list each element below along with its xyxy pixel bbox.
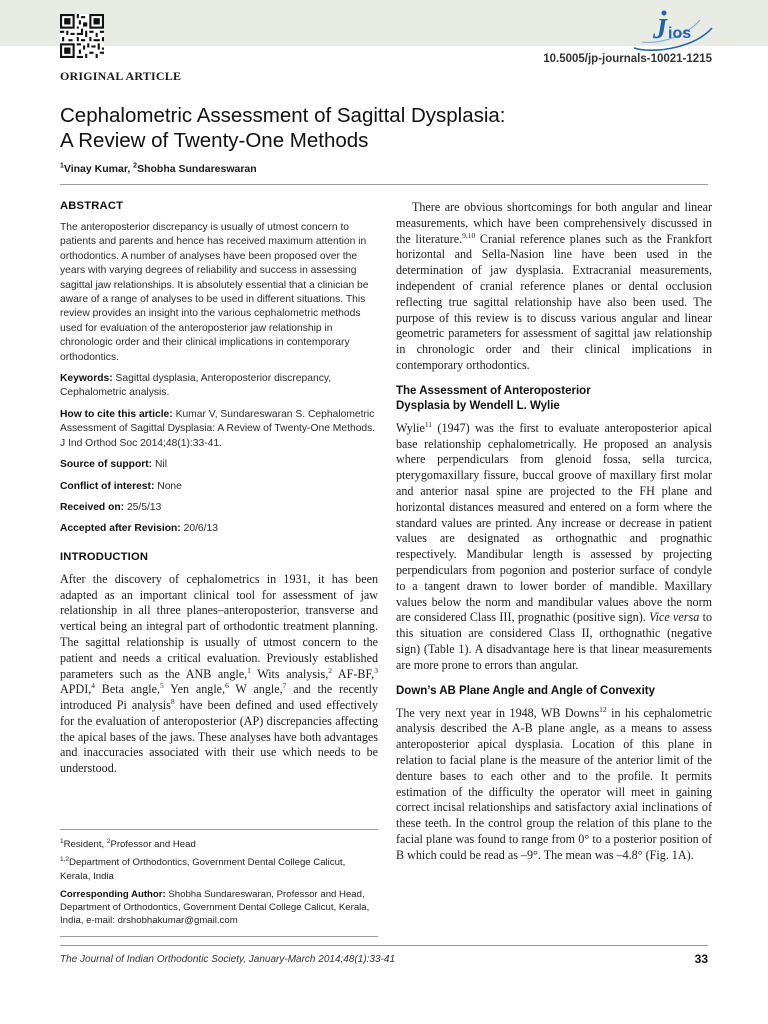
left-column [60, 200, 378, 777]
downs-paragraph: The very next year in 1948, WB Downs$^{12}$ in his cephalometric analysis described the A-B plane angle, as a means to assess anteroposterior apical dysplasia. Location of this plane in relation to facial plane is the measure of the anterior limit of the denture bases to each other and to the profile. It permits estimation of the difficulty the operator will meet in gaining correct incisal relationships and satisfactory axial inclinations of these teeth. In the control group the relation of this plane to the facial plane was found to range from 0° to a posterior position of B which could be read as –9°. The mean was –4.8° (Fig. 1A). [396, 704, 712, 862]
affiliation-box [60, 829, 378, 937]
introduction-heading: INTRODUCTION [60, 550, 149, 563]
wylie-section [396, 421, 712, 674]
wylie-paragraph: Wylie$^{11}$ (1947) was the first to evaluate anteroposterior apical base relationship cephalometrically. He proposed an analysis where perpendiculars from glenoid fossa, sella turcica, pterygomaxillary fissure, buccal groove of maxillary first molar and anterior nasal spine are projected to the FH plane and horizontal distances measured and entered on a form where the standard values are printed. Any increase or decrease in patient values are designated as orthognathic and prognathic respectively. Mandibular length is assessed by projecting perpendiculars from pogonion and posterior surface of condyle to a tangent drawn to lower border of mandible. Maxillary values below the norm and mandibular values above the norm are considered Class III, prognathic (positive sign). Vice versa to this situation are considered Class II, orthognathic (negative sign) (Table 1). A disadvantage here is that linear measurements are more prone to errors than angular. [396, 419, 712, 672]
article-type: ORIGINAL ARTICLE [60, 69, 182, 83]
title-line-1: Cephalometric Assessment of Sagittal Dysplasia: [60, 104, 506, 127]
section-heading-wylie: The Assessment of Anteroposterior Dysplasia by Wendell L. Wylie [396, 384, 591, 412]
author-2-marker: 2 [133, 162, 138, 170]
received-date: Received on: 25/5/13 [60, 501, 162, 513]
abstract-heading: ABSTRACT [60, 200, 124, 212]
introduction-text [60, 572, 378, 777]
page-number: 33 [694, 952, 708, 966]
author-list [60, 163, 257, 175]
qr-code-icon [60, 14, 104, 58]
corresponding-author: Corresponding Author: Shobha Sundareswaran, Professor and Head, Department of Orthodontics, Government Dental College Calicut, Kerala, India, e-mail: drshobhakumar@gmail.com [60, 888, 370, 927]
right-column [396, 200, 712, 863]
svg-text:J: J [653, 14, 667, 45]
citation: How to cite this article: Kumar V, Sundareswaran S. Cephalometric Assessment of Sagittal Dysplasia: A Review of Twenty-One Methods. J Ind Orthod Soc 2014;48(1):33-41. [60, 408, 376, 449]
title-line-2: A Review of Twenty-One Methods [60, 129, 369, 152]
author-roles: $^1$Resident, $^2$Professor and Head [60, 837, 196, 850]
page-footer [60, 945, 708, 970]
abstract-block [60, 221, 378, 537]
section-heading-downs: Down’s AB Plane Angle and Angle of Convexity [396, 684, 655, 697]
footer-journal-citation: The Journal of Indian Orthodontic Society, January-March 2014;48(1):33-41 [60, 954, 395, 965]
svg-text:ios: ios [668, 25, 692, 42]
abstract-text: The anteroposterior discrepancy is usually of utmost concern to patients and parents and hence has received maximum attention in orthodontics. A number of analyses have been proposed over the years with varying degrees of reliability and success in assessing sagittal jaw relationships. It is absolutely essential that a clinician be aware of a range of analyses to be used in different situations. This review provides an insight into the various cephalometric methods used for evaluation of the anteroposterior jaw relationship in chronologic order and their clinical implications in contemporary orthodontics. [60, 222, 369, 363]
downs-section [396, 706, 712, 864]
author-2: Shobha Sundareswaran [137, 163, 257, 175]
article-title [60, 103, 700, 153]
doi: 10.5005/jp-journals-10021-1215 [543, 53, 712, 65]
jios-logo [624, 8, 716, 52]
accepted-date: Accepted after Revision: 20/6/13 [60, 523, 218, 535]
keywords: Keywords: Sagittal dysplasia, Anteroposterior discrepancy, Cephalometric analysis. [60, 373, 332, 399]
introduction-paragraph: After the discovery of cephalometrics in 1931, it has been adapted as an important clinical tool for assessment of jaw relationship in all three planes–anteroposterior, transverse and vertical being an integral part of orthodontic treatment planning. The sagittal relationship is usually of utmost concern to the patient and needs a critical evaluation. Previously established parameters such as the ANB angle,$^1$ Wits analysis,$^2$ AF-BF,$^3$ APDI,$^4$ Beta angle,$^5$ Yen angle,$^6$ W angle,$^7$ and the recently introduced Pi analysis$^8$ have been defined and used effectively for the evaluation of anteroposterior (AP) discrepancies affecting the apical bases of the jaws. These analyses have both advantages and inaccuracies associated with their use which needs to be understood. [60, 571, 378, 776]
intro-paragraph-2: There are obvious shortcomings for both angular and linear measurements, which have been comprehensively discussed in the literature.$^{9,10}$ Cranial reference planes such as the Frankfort horizontal and Sella-Nasion line have been used in the determination of jaw dysplasia. Extracranial measurements, independent of cranial reference planes or dental occlusion reflecting true sagittal relationship have also been used. The purpose of this review is to discuss various angular and linear geometric parameters for assessment of sagittal jaw relationship in chronologic order and their clinical implications in contemporary orthodontics. [396, 200, 712, 372]
author-1-marker: 1 [60, 162, 64, 170]
intro-continuation [396, 200, 712, 374]
conflict-of-interest: Conflict of interest: None [60, 480, 182, 492]
author-1: Vinay Kumar, [63, 163, 134, 175]
author-affiliation: $^{1,2}$Department of Orthodontics, Government Dental College Calicut, Kerala, India [60, 856, 346, 882]
title-divider [60, 184, 708, 185]
source-of-support: Source of support: Nil [60, 459, 167, 471]
